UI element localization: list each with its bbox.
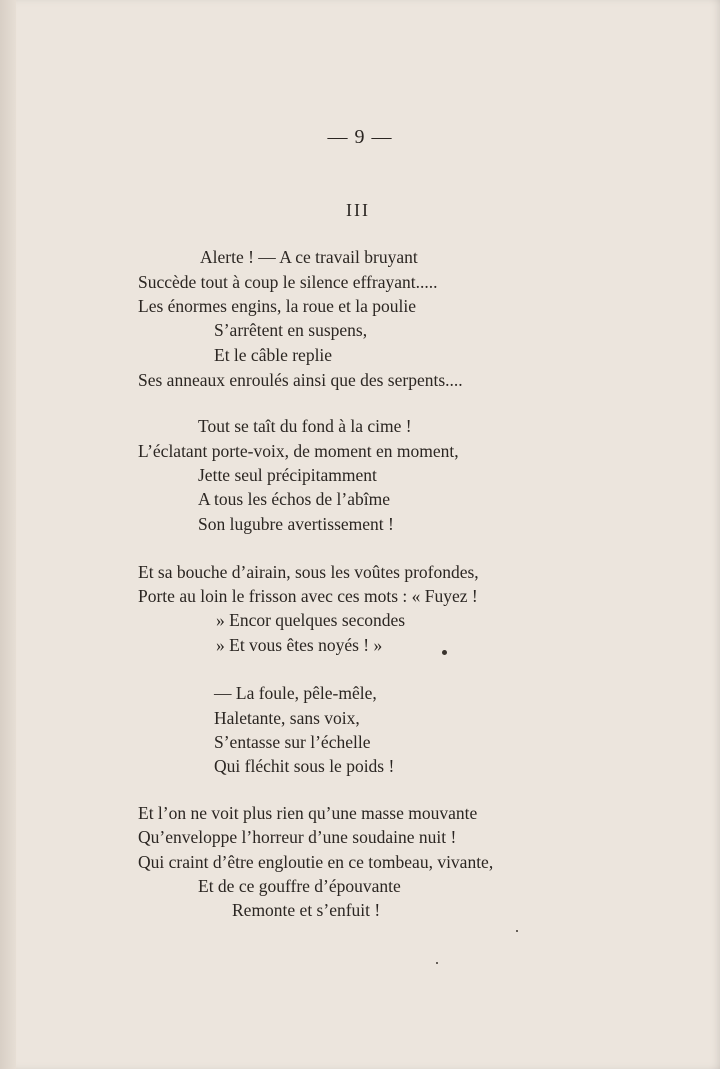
verse-line: Les énormes engins, la roue et la poulie bbox=[138, 296, 416, 316]
verse-line: Et sa bouche d’airain, sous les voûtes profondes, bbox=[138, 562, 479, 582]
verse-line: Qui craint d’être engloutie en ce tombeau, vivante, bbox=[138, 852, 494, 872]
verse-line: Porte au loin le frisson avec ces mots : « Fuyez ! bbox=[138, 586, 478, 606]
verse-line: Son lugubre avertissement ! bbox=[198, 514, 394, 534]
section-title: III bbox=[346, 200, 370, 220]
verse-line: A tous les échos de l’abîme bbox=[198, 489, 390, 509]
verse-line: Succède tout à coup le silence effrayant..... bbox=[138, 272, 438, 292]
verse-line: Ses anneaux enroulés ainsi que des serpents.... bbox=[138, 370, 463, 390]
verse-line: Jette seul précipitamment bbox=[198, 465, 377, 485]
verse-line: Remonte et s’enfuit ! bbox=[232, 900, 381, 920]
verse-line: Qu’enveloppe l’horreur d’une soudaine nuit ! bbox=[138, 827, 457, 847]
verse-line: Et de ce gouffre d’épouvante bbox=[198, 876, 401, 896]
verse-line: S’arrêtent en suspens, bbox=[214, 320, 368, 340]
verse-line: » Encor quelques secondes bbox=[216, 610, 406, 630]
verse-line: » Et vous êtes noyés ! » bbox=[216, 635, 383, 655]
verse-line: Haletante, sans voix, bbox=[214, 708, 360, 728]
verse-line: S’entasse sur l’échelle bbox=[214, 732, 371, 752]
verse-line: — La foule, pêle-mêle, bbox=[214, 683, 377, 703]
page-number: — 9 — bbox=[327, 126, 393, 148]
page-binding-edge bbox=[0, 0, 16, 1069]
ink-speck bbox=[436, 962, 438, 964]
verse-line: Et le câble replie bbox=[214, 345, 333, 365]
verse-line: Et l’on ne voit plus rien qu’une masse mouvante bbox=[138, 803, 478, 823]
ink-speck bbox=[442, 650, 447, 655]
verse-line: Qui fléchit sous le poids ! bbox=[214, 756, 395, 776]
verse-line: L’éclatant porte-voix, de moment en moment, bbox=[138, 441, 459, 461]
verse-line: Tout se taît du fond à la cime ! bbox=[198, 416, 412, 436]
verse-line: Alerte ! — A ce travail bruyant bbox=[200, 247, 418, 267]
ink-speck bbox=[516, 930, 518, 932]
